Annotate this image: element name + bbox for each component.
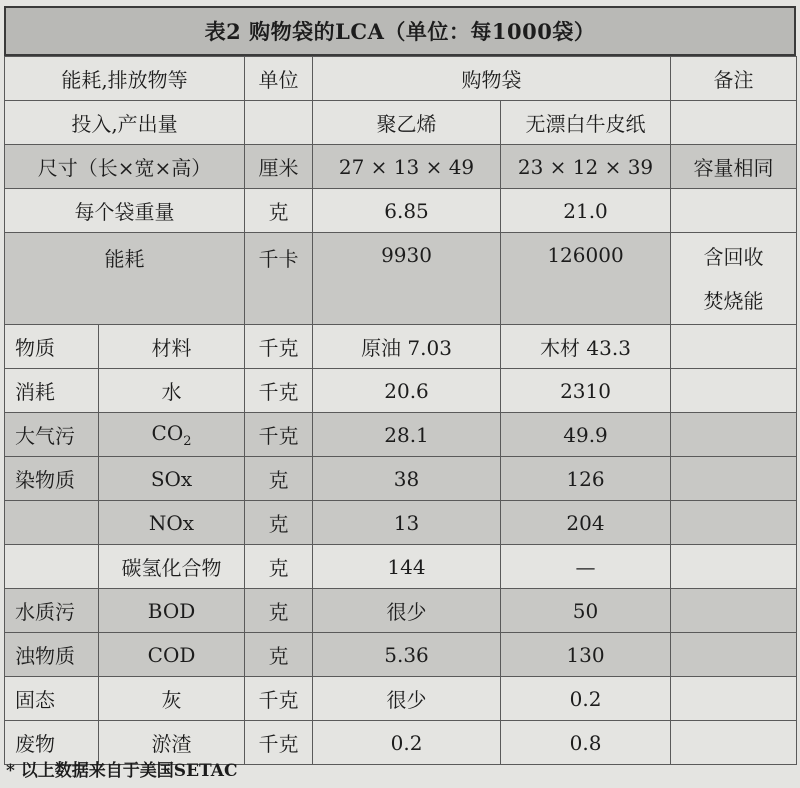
row-remark-blank — [671, 457, 797, 501]
row-label: 灰 — [99, 677, 245, 721]
row-remark: 容量相同 — [671, 145, 797, 189]
table-row-ash — [5, 677, 797, 721]
group-label-water-2: 浊物质 — [5, 633, 99, 677]
table-row-energy — [5, 233, 797, 325]
row-pe: 13 — [313, 501, 501, 545]
table-row-sox — [5, 457, 797, 501]
row-remark-blank — [671, 721, 797, 765]
subheader-pe: 聚乙烯 — [313, 101, 501, 145]
row-kraft: 126 — [501, 457, 671, 501]
row-label: COD — [99, 633, 245, 677]
co2-label: CO — [151, 420, 184, 445]
group-label-material-1: 物质 — [5, 325, 99, 369]
subheader-kraft: 无漂白牛皮纸 — [501, 101, 671, 145]
row-unit: 千克 — [245, 325, 313, 369]
remark-line-2: 焚烧能 — [703, 288, 764, 313]
row-label: 水 — [99, 369, 245, 413]
row-remark-blank — [671, 501, 797, 545]
row-remark-blank — [671, 589, 797, 633]
group-label-material-2: 消耗 — [5, 369, 99, 413]
row-label — [99, 413, 245, 457]
row-pe: 5.36 — [313, 633, 501, 677]
table-row-cod — [5, 633, 797, 677]
row-kraft: 0.2 — [501, 677, 671, 721]
row-pe: 0.2 — [313, 721, 501, 765]
row-unit: 克 — [245, 457, 313, 501]
row-pe: 9930 — [313, 233, 501, 325]
row-label: 尺寸（长×宽×高） — [5, 145, 245, 189]
row-kraft: 50 — [501, 589, 671, 633]
row-pe: 原油 7.03 — [313, 325, 501, 369]
row-kraft: 49.9 — [501, 413, 671, 457]
table-row-nox — [5, 501, 797, 545]
row-pe: 144 — [313, 545, 501, 589]
group-label-water-1: 水质污 — [5, 589, 99, 633]
row-remark — [671, 233, 797, 325]
header-item: 能耗,排放物等 — [5, 57, 245, 101]
row-unit: 厘米 — [245, 145, 313, 189]
co2-subscript: 2 — [183, 433, 192, 449]
subheader-item: 投入,产出量 — [5, 101, 245, 145]
row-pe: 28.1 — [313, 413, 501, 457]
row-kraft: — — [501, 545, 671, 589]
row-kraft: 木材 43.3 — [501, 325, 671, 369]
row-unit: 克 — [245, 545, 313, 589]
row-pe: 很少 — [313, 589, 501, 633]
header-unit: 单位 — [245, 57, 313, 101]
row-remark-blank — [671, 677, 797, 721]
row-label: 淤渣 — [99, 721, 245, 765]
row-remark-blank — [671, 545, 797, 589]
row-label: 材料 — [99, 325, 245, 369]
row-label: SOx — [99, 457, 245, 501]
table-row-water — [5, 369, 797, 413]
row-remark-blank — [671, 325, 797, 369]
row-unit: 克 — [245, 189, 313, 233]
row-unit: 千克 — [245, 677, 313, 721]
row-kraft: 23 × 12 × 39 — [501, 145, 671, 189]
group-label-solid-2: 废物 — [5, 721, 99, 765]
row-unit: 千克 — [245, 721, 313, 765]
row-unit: 克 — [245, 633, 313, 677]
row-label: 能耗 — [5, 233, 245, 325]
lca-table — [4, 56, 797, 765]
group-label-air-2: 染物质 — [5, 457, 99, 501]
row-remark-blank — [671, 369, 797, 413]
row-pe: 很少 — [313, 677, 501, 721]
row-unit: 克 — [245, 501, 313, 545]
table-subheader-row — [5, 101, 797, 145]
table-row-bod — [5, 589, 797, 633]
row-unit: 千卡 — [245, 233, 313, 325]
table-title: 表2 购物袋的LCA（单位：每1000袋） — [4, 6, 796, 56]
row-kraft: 204 — [501, 501, 671, 545]
row-remark-blank — [671, 633, 797, 677]
row-kraft: 130 — [501, 633, 671, 677]
row-unit: 克 — [245, 589, 313, 633]
footnote: * 以上数据来自于美国SETAC — [6, 761, 238, 781]
row-remark-blank — [671, 413, 797, 457]
table-row-hc — [5, 545, 797, 589]
row-remark-blank — [671, 189, 797, 233]
remark-line-1: 含回收 — [703, 244, 764, 269]
row-label: 每个袋重量 — [5, 189, 245, 233]
table-row-co2 — [5, 413, 797, 457]
row-kraft: 2310 — [501, 369, 671, 413]
row-unit: 千克 — [245, 413, 313, 457]
row-pe: 20.6 — [313, 369, 501, 413]
row-label: NOx — [99, 501, 245, 545]
group-label-solid-1: 固态 — [5, 677, 99, 721]
row-label: 碳氢化合物 — [99, 545, 245, 589]
table-row-size — [5, 145, 797, 189]
row-kraft: 126000 — [501, 233, 671, 325]
table-header-row — [5, 57, 797, 101]
subheader-remark-blank — [671, 101, 797, 145]
row-label: BOD — [99, 589, 245, 633]
subheader-unit-blank — [245, 101, 313, 145]
table-row-material — [5, 325, 797, 369]
header-remark: 备注 — [671, 57, 797, 101]
row-pe: 38 — [313, 457, 501, 501]
row-unit: 千克 — [245, 369, 313, 413]
header-bag: 购物袋 — [313, 57, 671, 101]
row-pe: 27 × 13 × 49 — [313, 145, 501, 189]
group-label-air-1: 大气污 — [5, 413, 99, 457]
row-pe: 6.85 — [313, 189, 501, 233]
row-kraft: 0.8 — [501, 721, 671, 765]
group-label-blank — [5, 545, 99, 589]
row-kraft: 21.0 — [501, 189, 671, 233]
group-label-blank — [5, 501, 99, 545]
table-row-weight — [5, 189, 797, 233]
